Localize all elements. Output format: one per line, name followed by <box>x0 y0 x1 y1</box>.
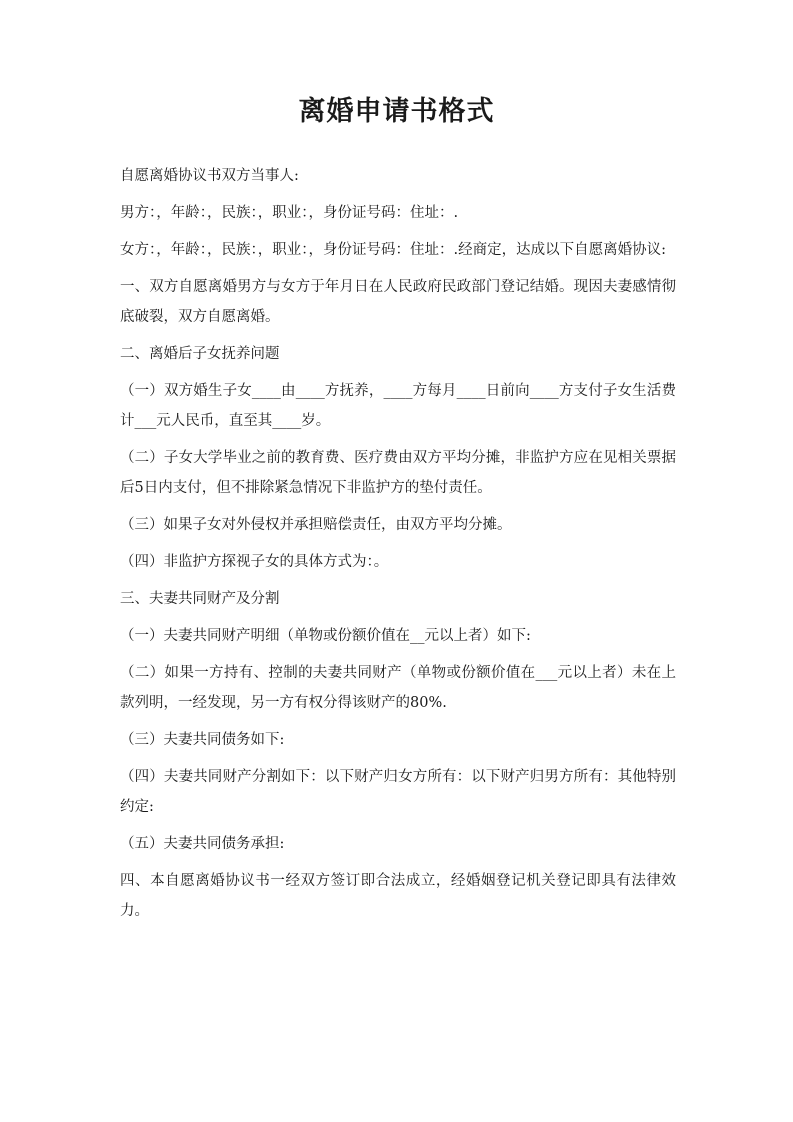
paragraph-2-4: （四）非监护方探视子女的具体方式为：。 <box>120 554 389 570</box>
paragraph-section-2-heading: 二、离婚后子女抚养问题 <box>120 346 280 362</box>
paragraph-section-3-heading: 三、夫妻共同财产及分割 <box>120 591 280 607</box>
paragraph-3-4: （四）夫妻共同财产分割如下：以下财产归女方所有：以下财产归男方所有：其他特别约定: <box>120 769 676 815</box>
paragraph-section-4: 四、本自愿离婚协议书一经双方签订即合法成立，经婚姻登记机关登记即具有法律效力。 <box>120 873 676 919</box>
paragraph-female-party: 女方：，年龄：，民族：，职业：，身份证号码：住址：.经商定，达成以下自愿离婚协议: <box>120 242 666 258</box>
paragraph-2-1: （一）双方婚生子女____由____方抚养，____方每月____日前向____方支付子女生活费计___元人民币，直至其____岁。 <box>120 383 676 429</box>
paragraph-3-2: （二）如果一方持有、控制的夫妻共同财产（单物或份额价值在___元以上者）未在上款列明，一经发现，另一方有权分得该财产的80%. <box>120 665 676 711</box>
paragraph-3-1: （一）夫妻共同财产明细（单物或份额价值在__元以上者）如下: <box>120 628 531 644</box>
paragraph-2-3: （三）如果子女对外侵权并承担赔偿责任，由双方平均分摊。 <box>120 517 512 533</box>
paragraph-section-1: 一、双方自愿离婚男方与女方于年月日在人民政府民政部门登记结婚。现因夫妻感情彻底破裂，双方自愿离婚。 <box>120 279 676 325</box>
paragraph-2-2: （二）子女大学毕业之前的教育费、医疗费由双方平均分摊，非监护方应在见相关票据后5日内支付，但不排除紧急情况下非监护方的垫付责任。 <box>120 450 676 496</box>
paragraph-parties-heading: 自愿离婚协议书双方当事人: <box>120 168 299 184</box>
paragraph-male-party: 男方：，年龄：，民族：，职业：，身份证号码：住址：. <box>120 205 459 221</box>
paragraph-3-3: （三）夫妻共同债务如下: <box>120 732 285 748</box>
document-body <box>120 161 676 933</box>
document-title: 离婚申请书格式 <box>298 96 495 127</box>
paragraph-3-5: （五）夫妻共同债务承担: <box>120 836 285 852</box>
